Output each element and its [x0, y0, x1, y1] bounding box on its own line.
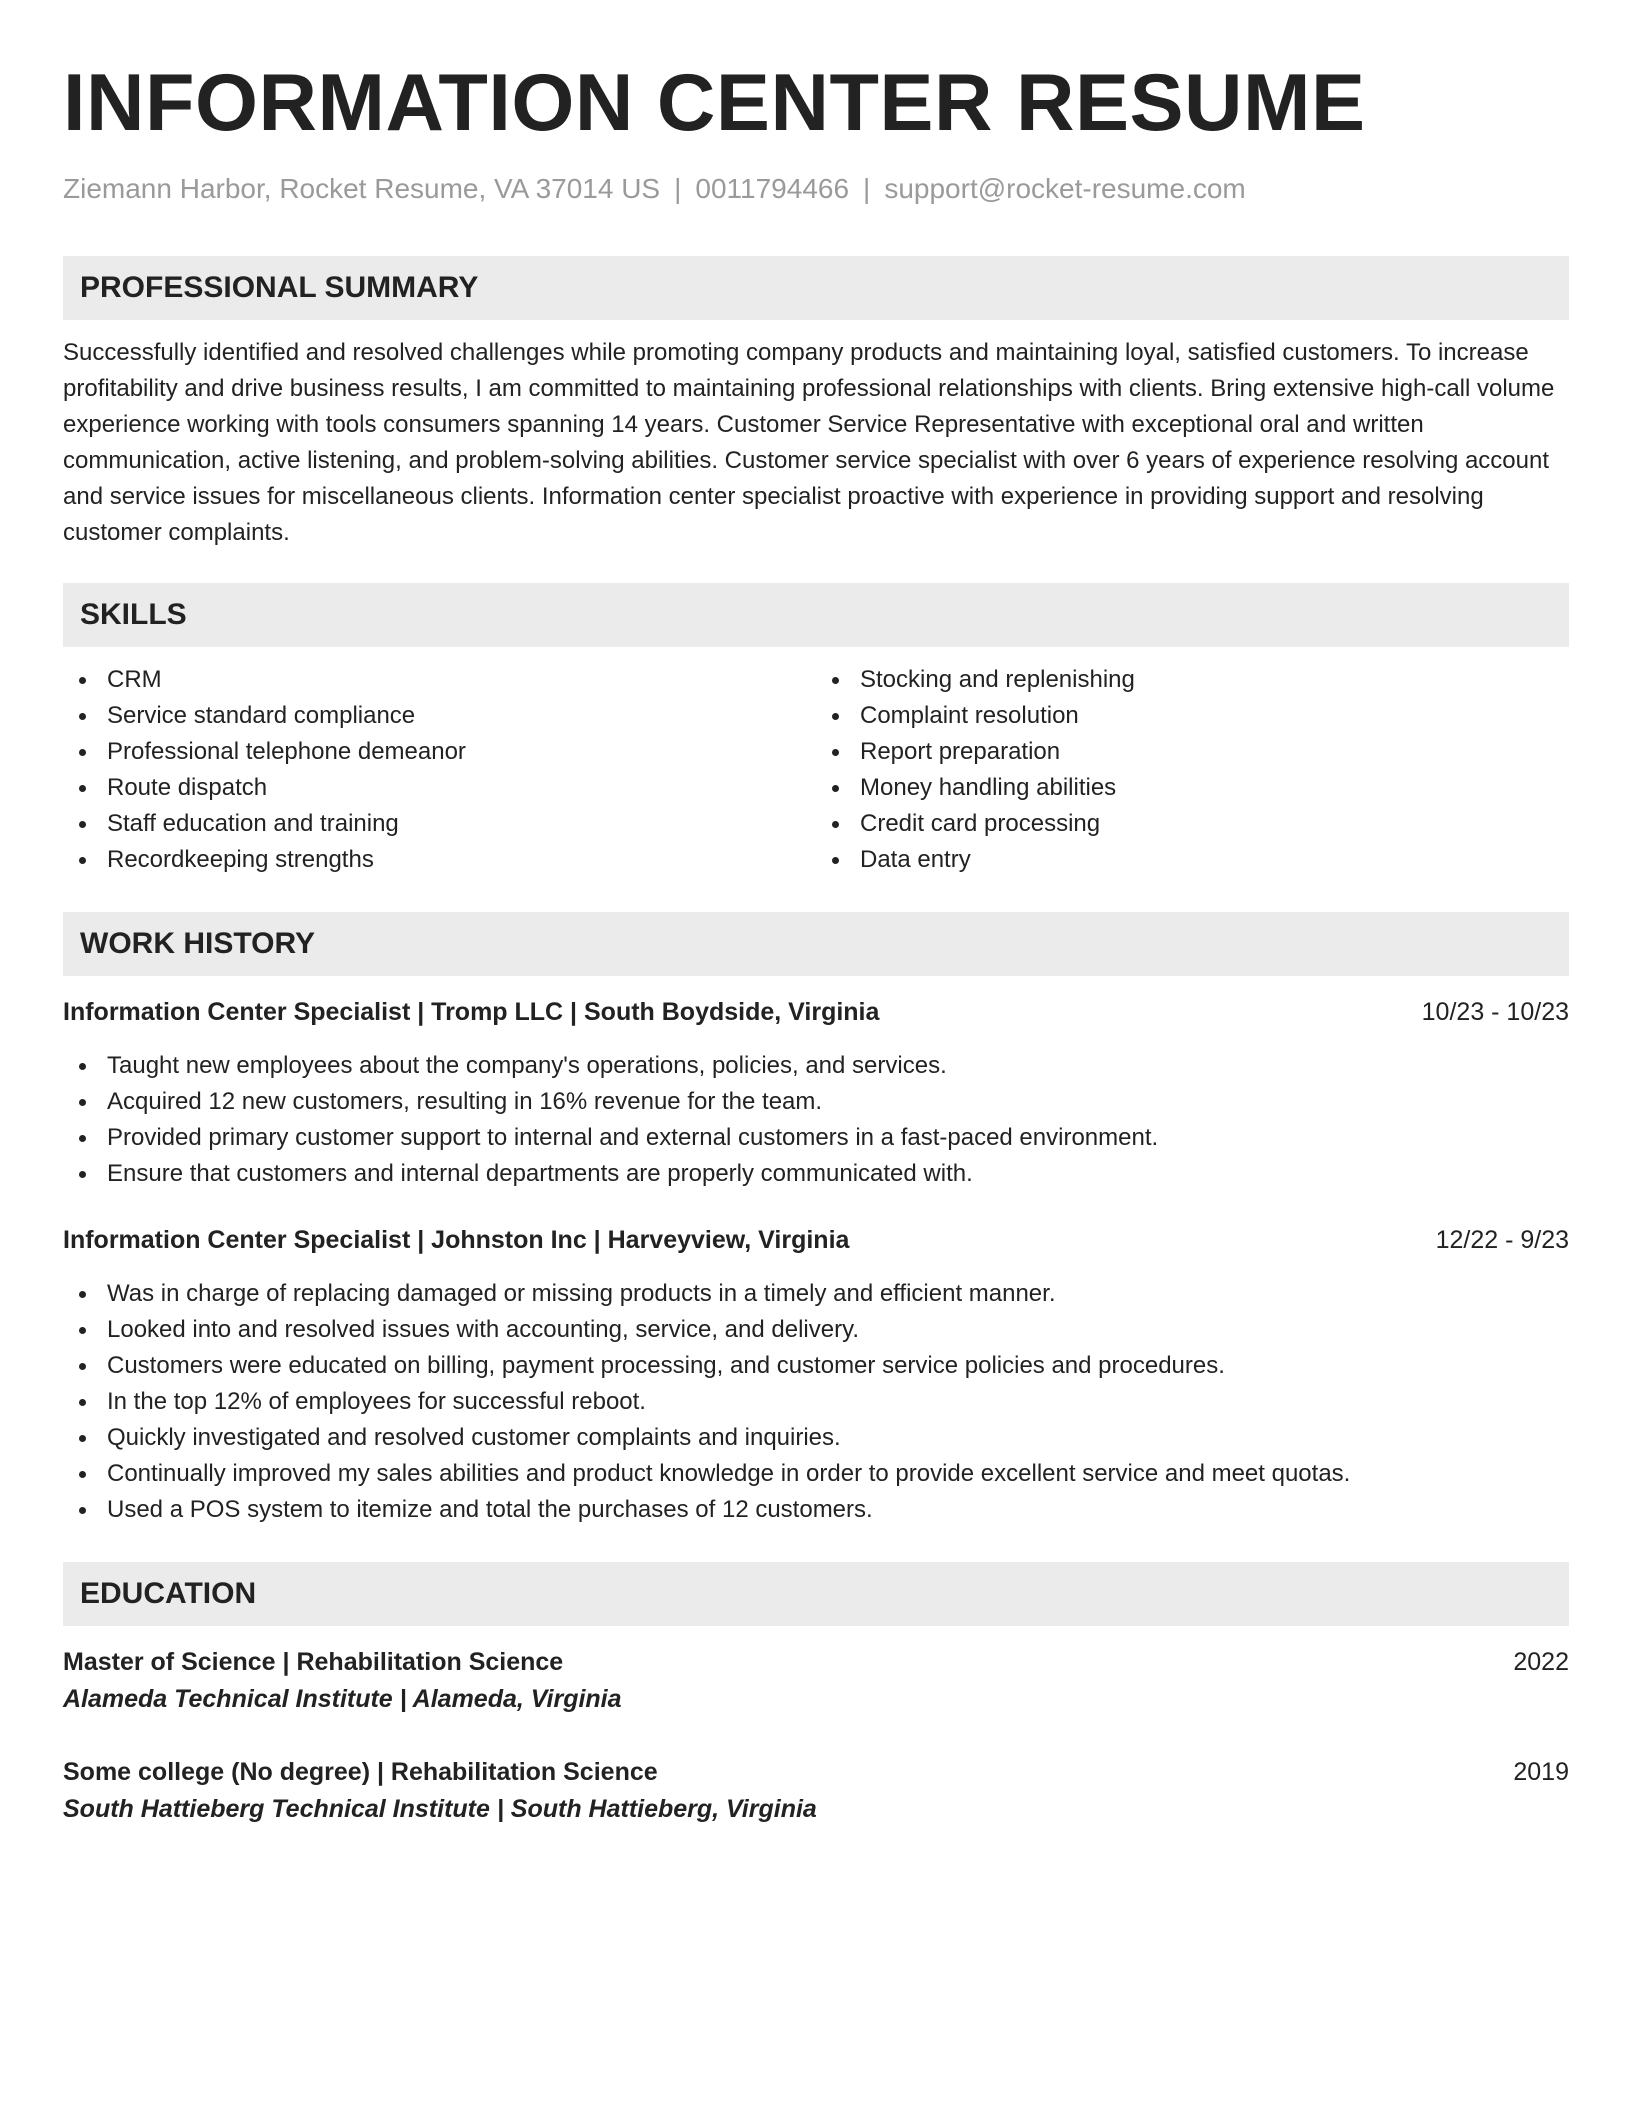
job-title: Information Center Specialist | Tromp LLC | South Boydside, Virginia — [63, 998, 880, 1026]
job-entry — [63, 994, 1569, 1192]
skills-column-left — [63, 662, 816, 878]
job-bullet: Provided primary customer support to internal and external customers in a fast-paced environment. — [63, 1120, 1569, 1156]
skill-item: Report preparation — [816, 734, 1569, 770]
education-degree: Some college (No degree) | Rehabilitation Science — [63, 1758, 658, 1786]
job-title: Information Center Specialist | Johnston Inc | Harveyview, Virginia — [63, 1226, 850, 1254]
section-header-education: EDUCATION — [63, 1562, 1569, 1626]
job-bullet: Used a POS system to itemize and total the purchases of 12 customers. — [63, 1492, 1569, 1528]
section-header-work-history: WORK HISTORY — [63, 912, 1569, 976]
job-bullet: Taught new employees about the company's operations, policies, and services. — [63, 1048, 1569, 1084]
job-header — [63, 1222, 1569, 1258]
skill-item: Data entry — [816, 842, 1569, 878]
education-degree: Master of Science | Rehabilitation Science — [63, 1648, 564, 1676]
job-bullet: Acquired 12 new customers, resulting in 16% revenue for the team. — [63, 1084, 1569, 1120]
job-bullet: In the top 12% of employees for successful reboot. — [63, 1384, 1569, 1420]
contact-address: Ziemann Harbor, Rocket Resume, VA 37014 US — [63, 173, 661, 204]
summary-text: Successfully identified and resolved challenges while promoting company products and maintaining loyal, satisfied customers. To increase profitability and drive business results, I am committed to maintaining professional relationships with clients. Bring extensive high-call volume experience working with tools consumers spanning 14 years. Customer Service Representative with exceptional oral and written communication, active listening, and problem-solving abilities. Customer service specialist with over 6 years of experience resolving account and service issues for miscellaneous clients. Information center specialist proactive with experience in providing support and resolving customer complaints. — [63, 339, 1555, 546]
job-bullet: Continually improved my sales abilities and product knowledge in order to provide excellent service and meet quotas. — [63, 1456, 1569, 1492]
skill-item: Service standard compliance — [63, 698, 816, 734]
contact-line — [63, 172, 1569, 206]
job-bullet: Quickly investigated and resolved customer complaints and inquiries. — [63, 1420, 1569, 1456]
skills-list — [63, 662, 1569, 878]
education-header — [63, 1754, 1569, 1790]
job-bullet: Customers were educated on billing, payment processing, and customer service policies and procedures. — [63, 1348, 1569, 1384]
job-bullets — [63, 1048, 1569, 1192]
section-header-skills: SKILLS — [63, 583, 1569, 647]
contact-email: support@rocket-resume.com — [884, 173, 1246, 204]
skills-column-right — [816, 662, 1569, 878]
skill-item: Route dispatch — [63, 770, 816, 806]
job-header — [63, 994, 1569, 1030]
education-entry — [63, 1644, 1569, 1718]
skill-item: Staff education and training — [63, 806, 816, 842]
section-header-summary: PROFESSIONAL SUMMARY — [63, 256, 1569, 320]
education-header — [63, 1644, 1569, 1680]
job-bullets — [63, 1276, 1569, 1528]
contact-separator: | — [674, 173, 682, 204]
education-school: South Hattieberg Technical Institute | South Hattieberg, Virginia — [63, 1795, 817, 1823]
job-bullet: Ensure that customers and internal departments are properly communicated with. — [63, 1156, 1569, 1192]
education-school: Alameda Technical Institute | Alameda, Virginia — [63, 1685, 622, 1713]
skill-item: Recordkeeping strengths — [63, 842, 816, 878]
education-year: 2022 — [1513, 1648, 1569, 1676]
job-bullet: Looked into and resolved issues with accounting, service, and delivery. — [63, 1312, 1569, 1348]
skill-item: Money handling abilities — [816, 770, 1569, 806]
job-dates: 12/22 - 9/23 — [1435, 1226, 1569, 1254]
job-dates: 10/23 - 10/23 — [1421, 998, 1569, 1026]
education-year: 2019 — [1513, 1758, 1569, 1786]
skill-item: CRM — [63, 662, 816, 698]
education-entry — [63, 1754, 1569, 1828]
skill-item: Stocking and replenishing — [816, 662, 1569, 698]
contact-separator: | — [863, 173, 871, 204]
job-entry — [63, 1222, 1569, 1528]
skill-item: Complaint resolution — [816, 698, 1569, 734]
job-bullet: Was in charge of replacing damaged or missing products in a timely and efficient manner. — [63, 1276, 1569, 1312]
resume-title: INFORMATION CENTER RESUME — [63, 58, 1366, 148]
contact-phone: 0011794466 — [695, 173, 850, 204]
skill-item: Professional telephone demeanor — [63, 734, 816, 770]
skill-item: Credit card processing — [816, 806, 1569, 842]
